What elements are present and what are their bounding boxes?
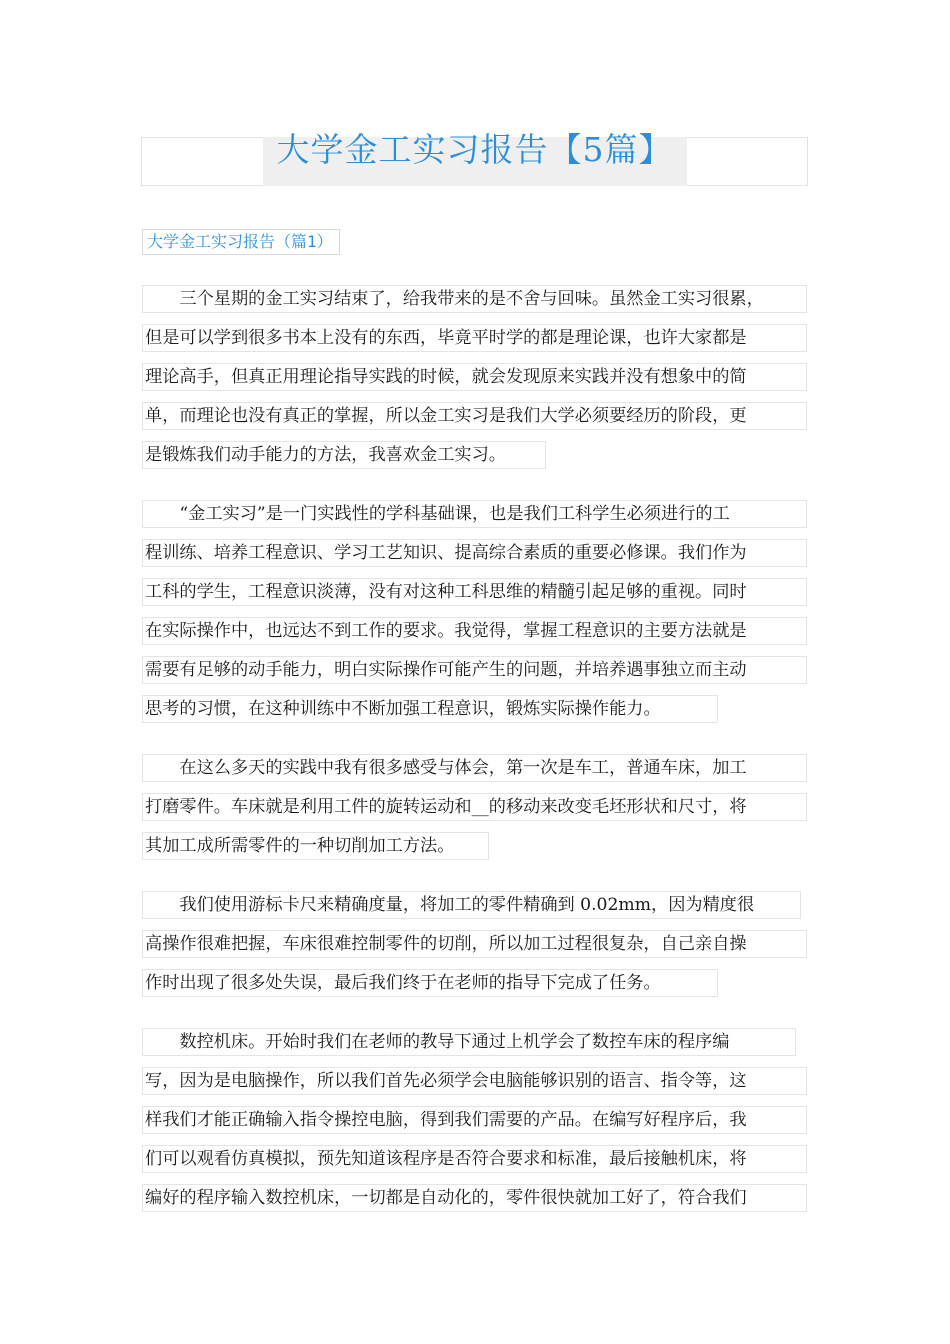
paragraph-line: 程训练、培养工程意识、学习工艺知识、提高综合素质的重要必修课。我们作为 <box>142 539 807 567</box>
paragraph-line: 三个星期的金工实习结束了，给我带来的是不舍与回味。虽然金工实习很累， <box>142 285 807 313</box>
paragraph-line: 高操作很难把握，车床很难控制零件的切削，所以加工过程很复杂，自己亲自操 <box>142 930 807 958</box>
paragraph-line: 但是可以学到很多书本上没有的东西，毕竟平时学的都是理论课，也许大家都是 <box>142 324 807 352</box>
paragraph-line: 样我们才能正确输入指令操控电脑，得到我们需要的产品。在编写好程序后，我 <box>142 1106 807 1134</box>
paragraph-line: 在实际操作中，也远达不到工作的要求。我觉得，掌握工程意识的主要方法就是 <box>142 617 807 645</box>
paragraph-line: 思考的习惯，在这种训练中不断加强工程意识，锻炼实际操作能力。 <box>142 695 718 723</box>
paragraph-line: 写，因为是电脑操作，所以我们首先必须学会电脑能够识别的语言、指令等，这 <box>142 1067 807 1095</box>
paragraph-line: 们可以观看仿真模拟，预先知道该程序是否符合要求和标准，最后接触机床，将 <box>142 1145 807 1173</box>
paragraph-line: 在这么多天的实践中我有很多感受与体会，第一次是车工，普通车床，加工 <box>142 754 807 782</box>
paragraph-line: 我们使用游标卡尺来精确度量，将加工的零件精确到 0.02mm，因为精度很 <box>142 891 801 919</box>
paragraph-line: 其加工成所需零件的一种切削加工方法。 <box>142 832 489 860</box>
paragraph-line: 编好的程序输入数控机床，一切都是自动化的，零件很快就加工好了，符合我们 <box>142 1184 807 1212</box>
paragraph-line: 数控机床。开始时我们在老师的教导下通过上机学会了数控车床的程序编 <box>142 1028 796 1056</box>
paragraph-line: 理论高手，但真正用理论指导实践的时候，就会发现原来实践并没有想象中的简 <box>142 363 807 391</box>
paragraph-line: 需要有足够的动手能力，明白实际操作可能产生的问题，并培养遇事独立而主动 <box>142 656 807 684</box>
paragraph-line: 工科的学生，工程意识淡薄，没有对这种工科思维的精髓引起足够的重视。同时 <box>142 578 807 606</box>
paragraph-line: 是锻炼我们动手能力的方法，我喜欢金工实习。 <box>142 441 546 469</box>
paragraph-line: 单，而理论也没有真正的掌握，所以金工实习是我们大学必须要经历的阶段，更 <box>142 402 807 430</box>
section-heading: 大学金工实习报告（篇1） <box>142 229 340 255</box>
page-title: 大学金工实习报告【5篇】 <box>276 130 673 169</box>
paragraph-line: 作时出现了很多处失误，最后我们终于在老师的指导下完成了任务。 <box>142 969 718 997</box>
paragraph-line: 打磨零件。车床就是利用工件的旋转运动和__的移动来改变毛坯形状和尺寸，将 <box>142 793 807 821</box>
paragraph-line: “金工实习”是一门实践性的学科基础课，也是我们工科学生必须进行的工 <box>142 500 807 528</box>
